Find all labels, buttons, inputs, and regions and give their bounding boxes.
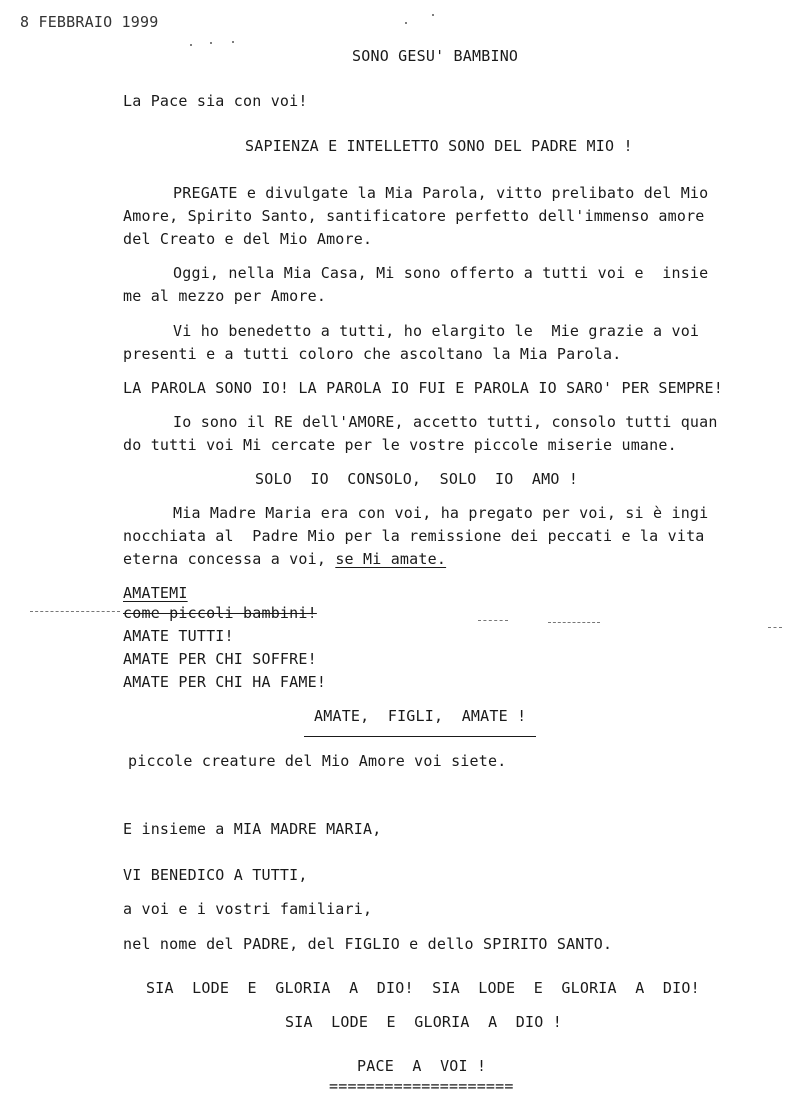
paragraph-line: E insieme a MIA MADRE MARIA, (123, 820, 382, 838)
ink-speck (432, 14, 434, 16)
praise-line: SIA LODE E GLORIA A DIO! SIA LODE E GLORIA A DIO! (146, 979, 700, 997)
greeting: La Pace sia con voi! (123, 92, 308, 110)
paragraph-line: presenti e a tutti coloro che ascoltano la Mia Parola. (123, 345, 622, 363)
exhortation: AMATE, FIGLI, AMATE ! (314, 707, 527, 725)
closing-peace: PACE A VOI ! (357, 1057, 487, 1075)
page-title: SONO GESU' BAMBINO (352, 47, 519, 65)
list-item: AMATE TUTTI! (123, 627, 234, 645)
underlined-phrase: se Mi amate. (335, 550, 447, 568)
exhortation-underline (304, 736, 536, 737)
margin-mark (768, 627, 782, 628)
paragraph-line: Oggi, nella Mia Casa, Mi sono offerto a tutti voi e insie (173, 264, 709, 282)
ink-speck (405, 22, 407, 24)
paragraph-line: PREGATE e divulgate la Mia Parola, vitto prelibato del Mio (173, 184, 709, 202)
list-item: come piccoli bambini! (123, 604, 317, 622)
paragraph-line: a voi e i vostri familiari, (123, 900, 373, 918)
end-rule: ==================== (329, 1077, 514, 1095)
section-heading: SAPIENZA E INTELLETTO SONO DEL PADRE MIO ! (245, 137, 633, 155)
list-item: AMATE PER CHI HA FAME! (123, 673, 327, 691)
paragraph-line: nel nome del PADRE, del FIGLIO e dello SPIRITO SANTO. (123, 935, 613, 953)
margin-mark (30, 611, 120, 612)
paragraph-text: eterna concessa a voi, (123, 550, 336, 568)
margin-mark (548, 622, 600, 623)
list-item: AMATE PER CHI SOFFRE! (123, 650, 317, 668)
ink-speck (210, 42, 212, 44)
paragraph-line: nocchiata al Padre Mio per la remissione dei peccati e la vita (123, 527, 705, 545)
date-stamp: 8 FEBBRAIO 1999 (20, 13, 159, 31)
ink-speck (190, 44, 192, 46)
centered-declaration: SOLO IO CONSOLO, SOLO IO AMO ! (255, 470, 579, 488)
paragraph-line: me al mezzo per Amore. (123, 287, 327, 305)
paragraph-line: Amore, Spirito Santo, santificatore perfetto dell'immenso amore (123, 207, 705, 225)
margin-mark (478, 620, 508, 621)
paragraph-line: del Creato e del Mio Amore. (123, 230, 373, 248)
paragraph-line: Vi ho benedetto a tutti, ho elargito le Mie grazie a voi (173, 322, 700, 340)
paragraph-line: Mia Madre Maria era con voi, ha pregato per voi, si è ingi (173, 504, 709, 522)
proclamation: LA PAROLA SONO IO! LA PAROLA IO FUI E PAROLA IO SARO' PER SEMPRE! (123, 379, 723, 397)
list-heading: AMATEMI (123, 584, 188, 602)
praise-line: SIA LODE E GLORIA A DIO ! (285, 1013, 562, 1031)
paragraph-line: Io sono il RE dell'AMORE, accetto tutti, consolo tutti quan (173, 413, 718, 431)
paragraph-line: piccole creature del Mio Amore voi siete. (128, 752, 507, 770)
paragraph-line: do tutti voi Mi cercate per le vostre piccole miserie umane. (123, 436, 677, 454)
paragraph-line (123, 550, 446, 568)
blessing: VI BENEDICO A TUTTI, (123, 866, 308, 884)
ink-speck (232, 41, 234, 43)
